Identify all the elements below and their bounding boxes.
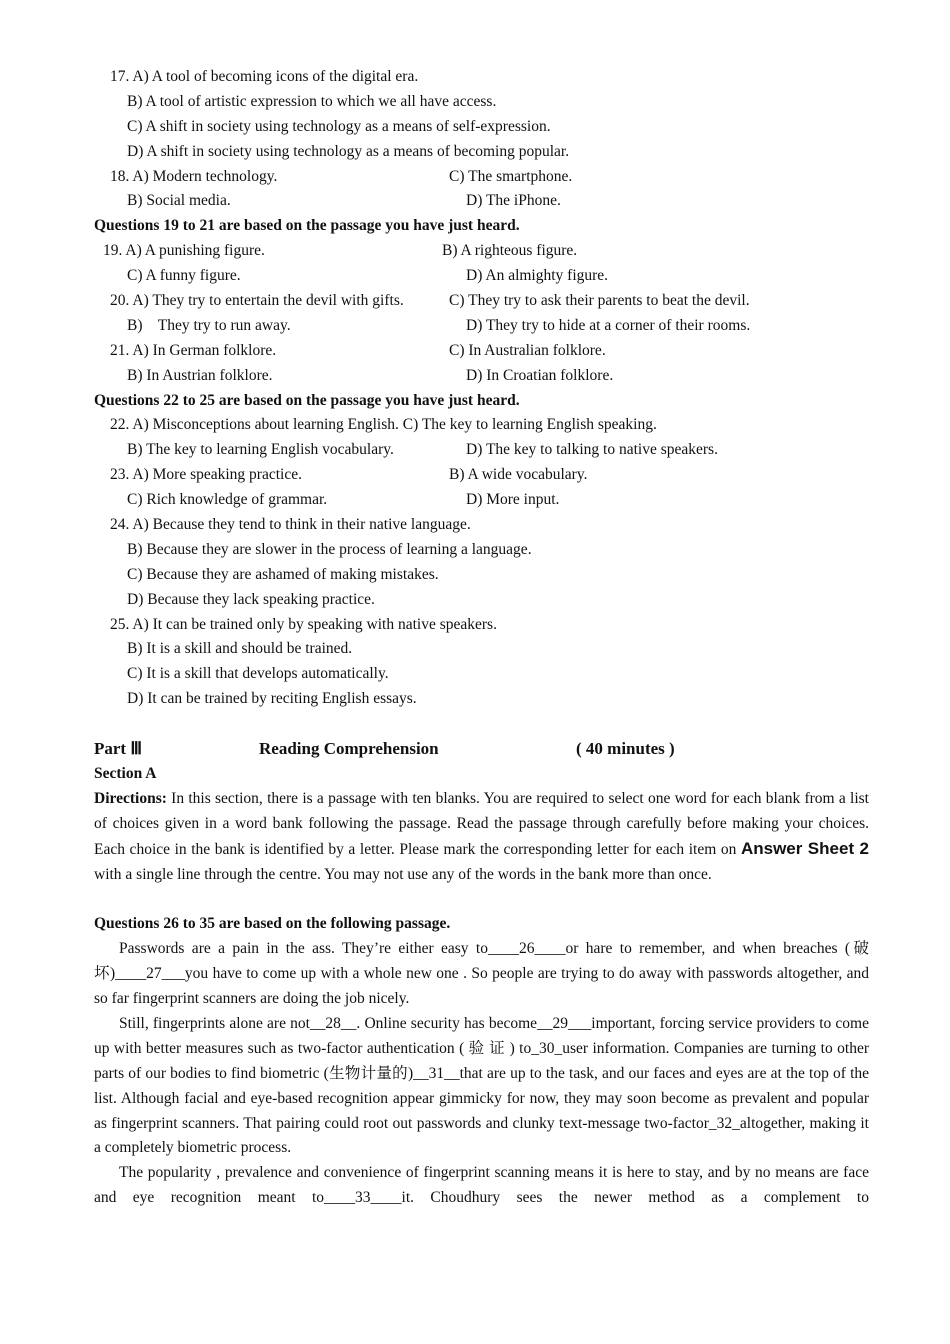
- directions-paragraph: [94, 787, 869, 888]
- q20-option-a: 20. A) They try to entertain the devil with gifts.: [110, 292, 404, 310]
- q21-option-b: B) In Austrian folklore.: [127, 366, 273, 384]
- q22-option-d: D) The key to talking to native speakers.: [466, 441, 718, 459]
- q24-option-d: D) Because they lack speaking practice.: [127, 590, 375, 608]
- q18-option-c: C) The smartphone.: [449, 167, 573, 185]
- q21-option-d: D) In Croatian folklore.: [466, 366, 614, 384]
- part-title: Reading Comprehension: [259, 739, 439, 759]
- q17-option-a: 17. A) A tool of becoming icons of the digital era.: [110, 68, 419, 85]
- q23-option-c: C) Rich knowledge of grammar.: [127, 491, 328, 509]
- document-content: [94, 65, 869, 1211]
- heading-questions-19-21: Questions 19 to 21 are based on the passage you have just heard.: [94, 217, 520, 235]
- q19-option-b: B) A righteous figure.: [442, 242, 578, 260]
- directions-label: Directions:: [94, 789, 167, 807]
- q25-option-d: D) It can be trained by reciting English essays.: [127, 690, 417, 708]
- directions-text: In this section, there is a passage with ten blanks. You are required to select one word for each blank from a list of choices given in a word bank following the passage. Read the passage through carefully before making your choices. Each choice in the bank is identified by a letter. Please mark the corresponding letter for each item on: [94, 789, 869, 858]
- directions-text-end: with a single line through the centre. You may not use any of the words in the bank more than once.: [94, 865, 712, 883]
- q24-option-a: 24. A) Because they tend to think in their native language.: [110, 516, 471, 534]
- q17-option-b: B) A tool of artistic expression to which we all have access.: [127, 92, 497, 110]
- q17-option-d: D) A shift in society using technology as a means of becoming popular.: [127, 142, 570, 160]
- passage-paragraph-3: The popularity , prevalence and convenience of fingerprint scanning means it is here to stay, and by no means are face and eye recognition meant to____33____it. Choudhury sees the newer method as a complement to: [94, 1164, 869, 1207]
- heading-questions-22-25: Questions 22 to 25 are based on the passage you have just heard.: [94, 391, 520, 409]
- q18-option-b: B) Social media.: [127, 192, 231, 210]
- q19-option-c: C) A funny figure.: [127, 267, 241, 285]
- q25-option-b: B) It is a skill and should be trained.: [127, 640, 353, 658]
- q20-option-d: D) They try to hide at a corner of their rooms.: [466, 316, 751, 334]
- q23-option-d: D) More input.: [466, 491, 560, 509]
- q25-option-c: C) It is a skill that develops automatically.: [127, 665, 389, 683]
- q25-option-a: 25. A) It can be trained only by speaking with native speakers.: [110, 615, 497, 633]
- q21-option-a: 21. A) In German folklore.: [110, 341, 277, 359]
- q19-option-d: D) An almighty figure.: [466, 267, 609, 285]
- q17-option-c: C) A shift in society using technology as a means of self-expression.: [127, 117, 551, 135]
- part-label: Part Ⅲ: [94, 739, 143, 759]
- q23-option-b: B) A wide vocabulary.: [449, 466, 588, 484]
- part-time: ( 40 minutes ): [576, 739, 675, 759]
- q24-option-b: B) Because they are slower in the process of learning a language.: [127, 540, 532, 558]
- q20-option-c: C) They try to ask their parents to beat the devil.: [449, 292, 750, 310]
- q18-option-d: D) The iPhone.: [466, 192, 561, 210]
- part-heading: [94, 737, 869, 762]
- answer-sheet-label: Answer Sheet 2: [740, 838, 869, 858]
- q22-option-b: B) The key to learning English vocabulary.: [127, 441, 394, 459]
- q23-option-a: 23. A) More speaking practice.: [110, 466, 302, 484]
- q18-option-a: 18. A) Modern technology.: [110, 167, 278, 185]
- passage-paragraph-2: Still, fingerprints alone are not__28__. Online security has become__29___important, forcing service providers to come up with better measures such as two-factor authentication ( 验 证 ) to_30_user information. Companies are turning to other parts of our bodies to find biometric (生物计量的)__31__that are up to the task, and our faces and eyes are at the top of the list. Although facial and eye-based recognition appear gimmicky for now, they may soon become as prevalent and popular as fingerprint scanners. That pairing could root out passwords and clunky text-message two-factor_32_altogether, making it a completely biometric process.: [94, 1014, 869, 1157]
- q21-option-c: C) In Australian folklore.: [449, 341, 606, 359]
- q19-option-a: 19. A) A punishing figure.: [103, 242, 265, 260]
- heading-questions-26-35: Questions 26 to 35 are based on the following passage.: [94, 915, 451, 933]
- section-heading: Section A: [94, 764, 157, 782]
- q24-option-c: C) Because they are ashamed of making mistakes.: [127, 565, 439, 583]
- q22-options-a-c: 22. A) Misconceptions about learning English. C) The key to learning English speaking.: [110, 416, 657, 434]
- q20-option-b: B) They try to run away.: [127, 316, 291, 334]
- passage-paragraph-1: Passwords are a pain in the ass. They’re either easy to____26____or hare to remember, and when breaches (破坏)____27___you have to come up with a whole new one . So people are trying to do away with passwords altogether, and so far fingerprint scanners are doing the job nicely.: [94, 940, 869, 1008]
